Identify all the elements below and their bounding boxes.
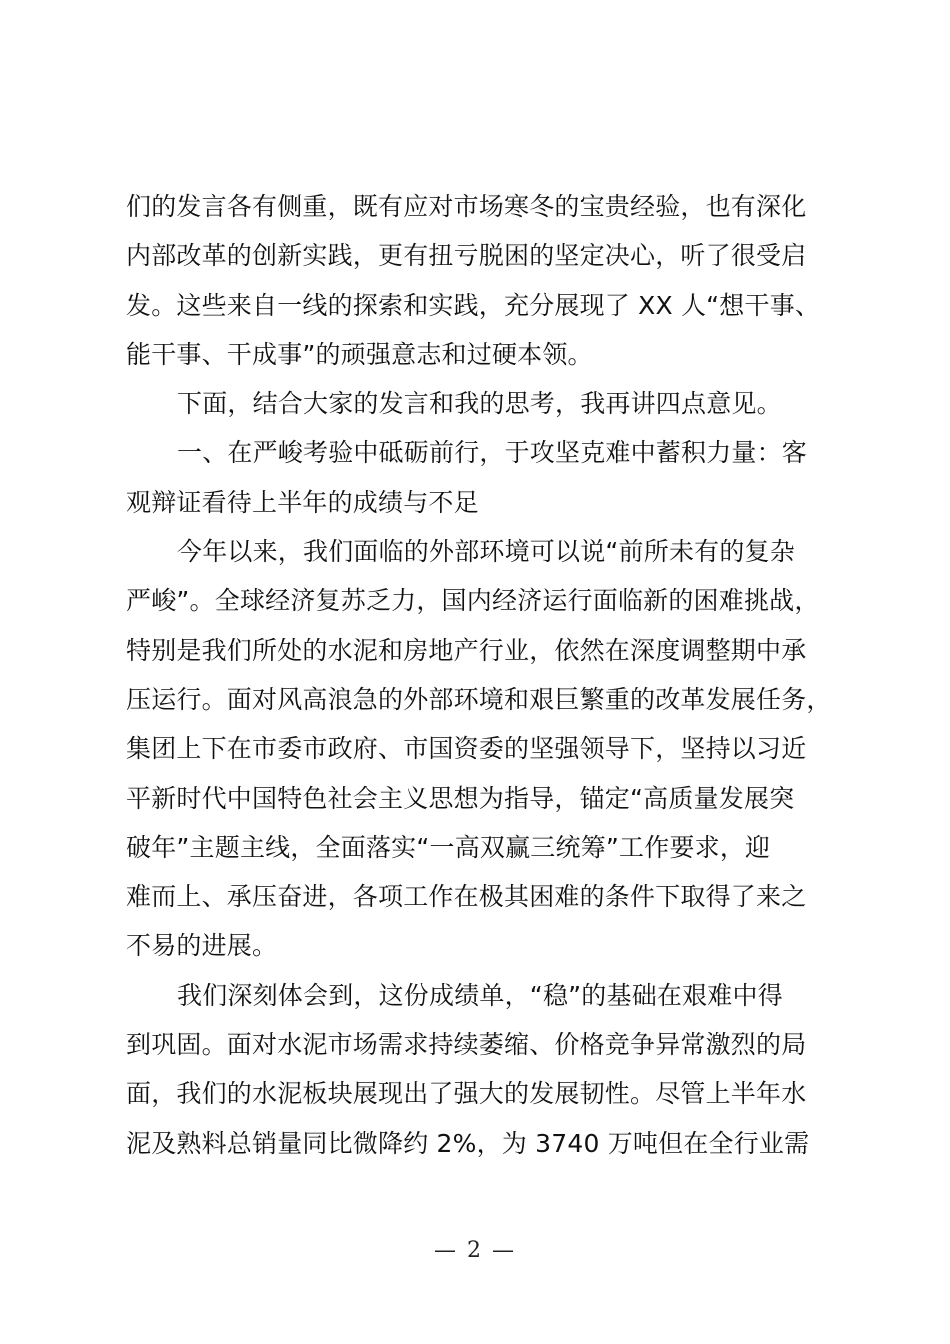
- text-line: 严峻”。全球经济复苏乏力，国内经济运行面临新的困难挑战，: [126, 586, 820, 616]
- text-line: 泥及熟料总销量同比微降约 2%，为 3740 万吨但在全行业需: [126, 1128, 810, 1158]
- paragraph-start-line: 下面，结合大家的发言和我的思考，我再讲四点意见。: [177, 389, 782, 419]
- section-heading-line: 一、在严峻考验中砥砺前行，于攻坚克难中蓄积力量：客: [177, 438, 808, 468]
- text-line: 发。这些来自一线的探索和实践，充分展现了 XX 人“想干事、: [126, 290, 821, 320]
- paragraph-start-line: 我们深刻体会到，这份成绩单，“稳”的基础在艰难中得: [177, 980, 783, 1010]
- text-line: 压运行。面对风高浪急的外部环境和艰巨繁重的改革发展任务，: [126, 684, 832, 714]
- text-line: 集团上下在市委市政府、市国资委的坚强领导下，坚持以习近: [126, 734, 807, 764]
- section-heading-line: 观辩证看待上半年的成绩与不足: [126, 487, 479, 517]
- body-text: [126, 182, 856, 1168]
- text-line: 到巩固。面对水泥市场需求持续萎缩、价格竞争异常激烈的局: [126, 1030, 807, 1060]
- text-line: 难而上、承压奋进，各项工作在极其困难的条件下取得了来之: [126, 882, 807, 912]
- text-line: 特别是我们所处的水泥和房地产行业，依然在深度调整期中承: [126, 635, 807, 665]
- text-line: 内部改革的创新实践，更有扭亏脱困的坚定决心，听了很受启: [126, 241, 807, 271]
- paragraph-start-line: 今年以来，我们面临的外部环境可以说“前所未有的复杂: [177, 537, 795, 567]
- text-line: 面，我们的水泥板块展现出了强大的发展韧性。尽管上半年水: [126, 1079, 807, 1109]
- text-line: 能干事、干成事”的顽强意志和过硬本领。: [126, 339, 593, 369]
- text-line: 破年”主题主线，全面落实“一高双赢三统筹”工作要求，迎: [126, 832, 771, 862]
- text-line: 平新时代中国特色社会主义思想为指导，锚定“高质量发展突: [126, 783, 795, 813]
- text-line: 不易的进展。: [126, 931, 278, 961]
- page-number: — 2 —: [434, 1238, 516, 1263]
- text-line: 们的发言各有侧重，既有应对市场寒冬的宝贵经验，也有深化: [126, 192, 807, 221]
